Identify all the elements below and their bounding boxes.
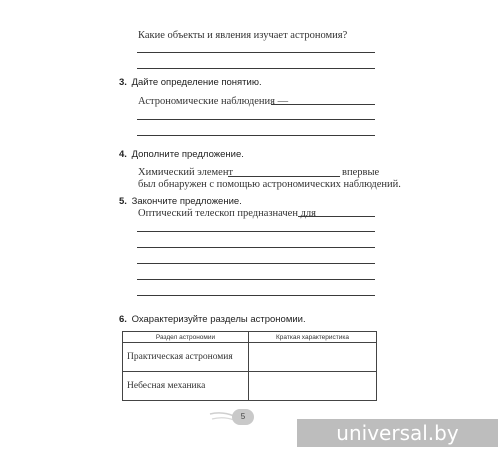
answer-line[interactable]: [298, 216, 375, 217]
question-6-number: 6.: [119, 314, 127, 325]
answer-line[interactable]: [137, 247, 375, 248]
question-4-text: Дополните предложение.: [131, 149, 244, 160]
table-header-description: Краткая характеристика: [249, 332, 377, 343]
question-3-heading: [119, 77, 262, 88]
question-5-number: 5.: [119, 196, 127, 207]
astronomy-sections-table: [122, 331, 377, 401]
table-cell-description[interactable]: [249, 343, 377, 372]
table-cell-description[interactable]: [249, 372, 377, 401]
table-row: [123, 343, 377, 372]
page-number: 5: [232, 409, 254, 425]
table-cell-section: Практическая астрономия: [123, 343, 249, 372]
question-4-line1-end: впервые: [342, 167, 380, 178]
question-4-line1-start: Химический элемент: [138, 167, 234, 178]
question-4-number: 4.: [119, 149, 127, 160]
question-5-heading: [119, 196, 242, 207]
question-6-heading: [119, 314, 306, 325]
answer-line[interactable]: [137, 135, 375, 136]
answer-line[interactable]: [137, 52, 375, 53]
answer-line[interactable]: [137, 68, 375, 69]
question-3-lead: Астрономические наблюдения —: [138, 96, 289, 107]
table-row: [123, 372, 377, 401]
question-3-number: 3.: [119, 77, 127, 88]
answer-line[interactable]: [137, 279, 375, 280]
answer-line[interactable]: [137, 231, 375, 232]
answer-line[interactable]: [137, 295, 375, 296]
answer-line[interactable]: [228, 176, 340, 177]
table-header-row: [123, 332, 377, 343]
table-header-section: Раздел астрономии: [123, 332, 249, 343]
answer-line[interactable]: [137, 263, 375, 264]
table-cell-section: Небесная механика: [123, 372, 249, 401]
question-5-text: Закончите предложение.: [131, 196, 242, 207]
question-2-prompt: Какие объекты и явления изучает астрономия?: [138, 30, 348, 41]
question-4-heading: [119, 149, 244, 160]
answer-line[interactable]: [137, 119, 375, 120]
answer-line[interactable]: [271, 104, 375, 105]
question-3-text: Дайте определение понятию.: [131, 77, 262, 88]
watermark: universal.by: [297, 419, 498, 447]
question-4-line2: был обнаружен с помощью астрономических наблюдений.: [138, 179, 401, 190]
question-6-text: Охарактеризуйте разделы астрономии.: [131, 314, 306, 325]
question-5-lead: Оптический телескоп предназначен для: [138, 208, 316, 219]
